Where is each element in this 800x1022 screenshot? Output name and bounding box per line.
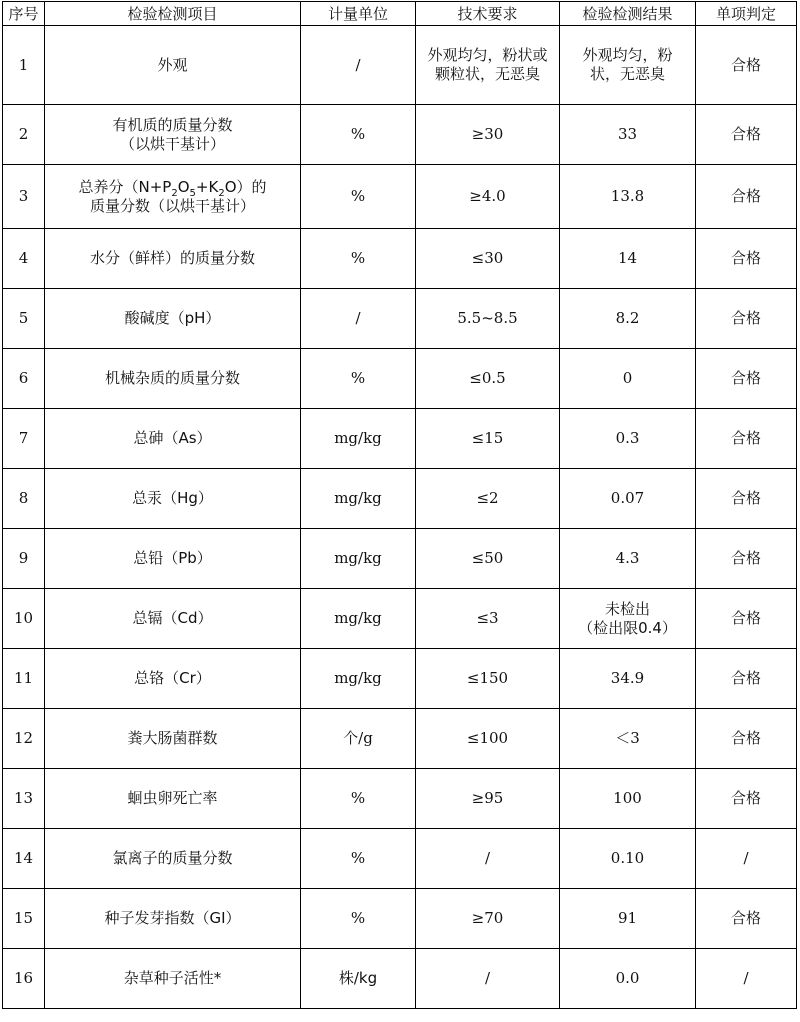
judgement-cell: 合格 bbox=[696, 409, 797, 469]
table-row bbox=[3, 949, 797, 1009]
unit-cell: % bbox=[301, 349, 416, 409]
requirement-cell: ≤15 bbox=[416, 409, 560, 469]
test-item-line-1 bbox=[49, 178, 296, 197]
serial-no-cell: 2 bbox=[3, 105, 45, 165]
result-cell: ＜3 bbox=[560, 709, 696, 769]
table-row bbox=[3, 529, 797, 589]
test-item-cell: 总镉（Cd） bbox=[45, 589, 301, 649]
serial-no-cell: 7 bbox=[3, 409, 45, 469]
table-row bbox=[3, 589, 797, 649]
judgement-cell: 合格 bbox=[696, 26, 797, 105]
serial-no-cell: 6 bbox=[3, 349, 45, 409]
table-row bbox=[3, 26, 797, 105]
test-item-text: 总养分（N+P bbox=[78, 177, 172, 196]
judgement-cell: 合格 bbox=[696, 165, 797, 229]
result-cell: 0.10 bbox=[560, 829, 696, 889]
serial-no-cell: 8 bbox=[3, 469, 45, 529]
test-item-cell: 酸碱度（pH） bbox=[45, 289, 301, 349]
requirement-cell: 外观均匀，粉状或颗粒状，无恶臭 bbox=[416, 26, 560, 105]
result-cell: 34.9 bbox=[560, 649, 696, 709]
subscript: 2 bbox=[171, 187, 178, 199]
subscript: 5 bbox=[189, 187, 196, 199]
result-cell: 100 bbox=[560, 769, 696, 829]
result-cell bbox=[560, 589, 696, 649]
serial-no-cell: 9 bbox=[3, 529, 45, 589]
result-cell: 0 bbox=[560, 349, 696, 409]
unit-cell: 株/kg bbox=[301, 949, 416, 1009]
requirement-cell: / bbox=[416, 829, 560, 889]
test-item-cell: 氯离子的质量分数 bbox=[45, 829, 301, 889]
result-line-1: 未检出 bbox=[604, 599, 650, 618]
unit-cell: 个/g bbox=[301, 709, 416, 769]
serial-no-cell: 16 bbox=[3, 949, 45, 1009]
header-result: 检验检测结果 bbox=[560, 2, 696, 26]
requirement-cell: ≥4.0 bbox=[416, 165, 560, 229]
test-item-cell: 杂草种子活性* bbox=[45, 949, 301, 1009]
result-cell: 33 bbox=[560, 105, 696, 165]
judgement-cell: 合格 bbox=[696, 769, 797, 829]
inspection-results-table bbox=[2, 1, 797, 1009]
test-item-line-2: （以烘干基计） bbox=[119, 134, 225, 153]
test-item-cell: 总砷（As） bbox=[45, 409, 301, 469]
unit-cell: % bbox=[301, 769, 416, 829]
unit-cell: % bbox=[301, 105, 416, 165]
unit-cell: % bbox=[301, 889, 416, 949]
test-item-cell: 机械杂质的质量分数 bbox=[45, 349, 301, 409]
result-cell: 4.3 bbox=[560, 529, 696, 589]
serial-no-cell: 10 bbox=[3, 589, 45, 649]
result-cell: 外观均匀，粉状，无恶臭 bbox=[560, 26, 696, 105]
test-item-text: O bbox=[177, 177, 190, 196]
requirement-cell: / bbox=[416, 949, 560, 1009]
table-row bbox=[3, 649, 797, 709]
unit-cell: % bbox=[301, 165, 416, 229]
judgement-cell: 合格 bbox=[696, 469, 797, 529]
table-row bbox=[3, 229, 797, 289]
unit-cell: mg/kg bbox=[301, 529, 416, 589]
serial-no-cell: 5 bbox=[3, 289, 45, 349]
requirement-cell: ≤0.5 bbox=[416, 349, 560, 409]
serial-no-cell: 15 bbox=[3, 889, 45, 949]
judgement-cell: 合格 bbox=[696, 105, 797, 165]
serial-no-cell: 14 bbox=[3, 829, 45, 889]
unit-cell: mg/kg bbox=[301, 409, 416, 469]
unit-cell: mg/kg bbox=[301, 649, 416, 709]
table-header-row bbox=[3, 2, 797, 26]
header-serial-no: 序号 bbox=[3, 2, 45, 26]
requirement-cell: ≥30 bbox=[416, 105, 560, 165]
test-item-line-1: 有机质的质量分数 bbox=[112, 115, 233, 134]
table-row bbox=[3, 105, 797, 165]
result-cell: 0.3 bbox=[560, 409, 696, 469]
test-item-cell: 蛔虫卵死亡率 bbox=[45, 769, 301, 829]
unit-cell: / bbox=[301, 289, 416, 349]
table-row bbox=[3, 469, 797, 529]
judgement-cell: 合格 bbox=[696, 289, 797, 349]
result-line-2: （检出限0.4） bbox=[578, 618, 677, 637]
requirement-cell: ≤30 bbox=[416, 229, 560, 289]
serial-no-cell: 11 bbox=[3, 649, 45, 709]
serial-no-cell: 4 bbox=[3, 229, 45, 289]
result-cell: 14 bbox=[560, 229, 696, 289]
requirement-cell: ≥70 bbox=[416, 889, 560, 949]
judgement-cell: 合格 bbox=[696, 349, 797, 409]
test-item-cell: 总汞（Hg） bbox=[45, 469, 301, 529]
judgement-cell: / bbox=[696, 829, 797, 889]
serial-no-cell: 13 bbox=[3, 769, 45, 829]
test-item-cell bbox=[45, 165, 301, 229]
result-cell: 8.2 bbox=[560, 289, 696, 349]
test-item-text: +K bbox=[195, 177, 219, 196]
requirement-cell: ≥95 bbox=[416, 769, 560, 829]
requirement-cell: ≤3 bbox=[416, 589, 560, 649]
result-cell: 0.0 bbox=[560, 949, 696, 1009]
test-item-cell: 总铬（Cr） bbox=[45, 649, 301, 709]
table-row bbox=[3, 829, 797, 889]
subscript: 2 bbox=[218, 187, 225, 199]
unit-cell: mg/kg bbox=[301, 469, 416, 529]
serial-no-cell: 12 bbox=[3, 709, 45, 769]
unit-cell: mg/kg bbox=[301, 589, 416, 649]
table-row bbox=[3, 289, 797, 349]
result-cell: 91 bbox=[560, 889, 696, 949]
header-test-item: 检验检测项目 bbox=[45, 2, 301, 26]
test-item-cell: 水分（鲜样）的质量分数 bbox=[45, 229, 301, 289]
table-row bbox=[3, 769, 797, 829]
result-cell: 13.8 bbox=[560, 165, 696, 229]
test-item-cell: 粪大肠菌群数 bbox=[45, 709, 301, 769]
requirement-cell: 5.5~8.5 bbox=[416, 289, 560, 349]
table-row bbox=[3, 709, 797, 769]
test-item-cell: 外观 bbox=[45, 26, 301, 105]
table-row bbox=[3, 165, 797, 229]
test-item-text: O）的 bbox=[224, 177, 267, 196]
unit-cell: % bbox=[301, 829, 416, 889]
test-item-cell bbox=[45, 105, 301, 165]
judgement-cell: 合格 bbox=[696, 529, 797, 589]
unit-cell: / bbox=[301, 26, 416, 105]
header-requirement: 技术要求 bbox=[416, 2, 560, 26]
requirement-cell: ≤150 bbox=[416, 649, 560, 709]
unit-cell: % bbox=[301, 229, 416, 289]
table-row bbox=[3, 889, 797, 949]
table-row bbox=[3, 349, 797, 409]
judgement-cell: 合格 bbox=[696, 889, 797, 949]
serial-no-cell: 3 bbox=[3, 165, 45, 229]
serial-no-cell: 1 bbox=[3, 26, 45, 105]
judgement-cell: 合格 bbox=[696, 229, 797, 289]
table-row bbox=[3, 409, 797, 469]
result-cell: 0.07 bbox=[560, 469, 696, 529]
header-unit: 计量单位 bbox=[301, 2, 416, 26]
requirement-cell: ≤2 bbox=[416, 469, 560, 529]
test-item-line-2: 质量分数（以烘干基计） bbox=[89, 196, 255, 215]
header-judgement: 单项判定 bbox=[696, 2, 797, 26]
requirement-cell: ≤100 bbox=[416, 709, 560, 769]
requirement-cell: ≤50 bbox=[416, 529, 560, 589]
test-item-cell: 种子发芽指数（GI） bbox=[45, 889, 301, 949]
judgement-cell: / bbox=[696, 949, 797, 1009]
judgement-cell: 合格 bbox=[696, 649, 797, 709]
judgement-cell: 合格 bbox=[696, 709, 797, 769]
judgement-cell: 合格 bbox=[696, 589, 797, 649]
test-item-cell: 总铅（Pb） bbox=[45, 529, 301, 589]
